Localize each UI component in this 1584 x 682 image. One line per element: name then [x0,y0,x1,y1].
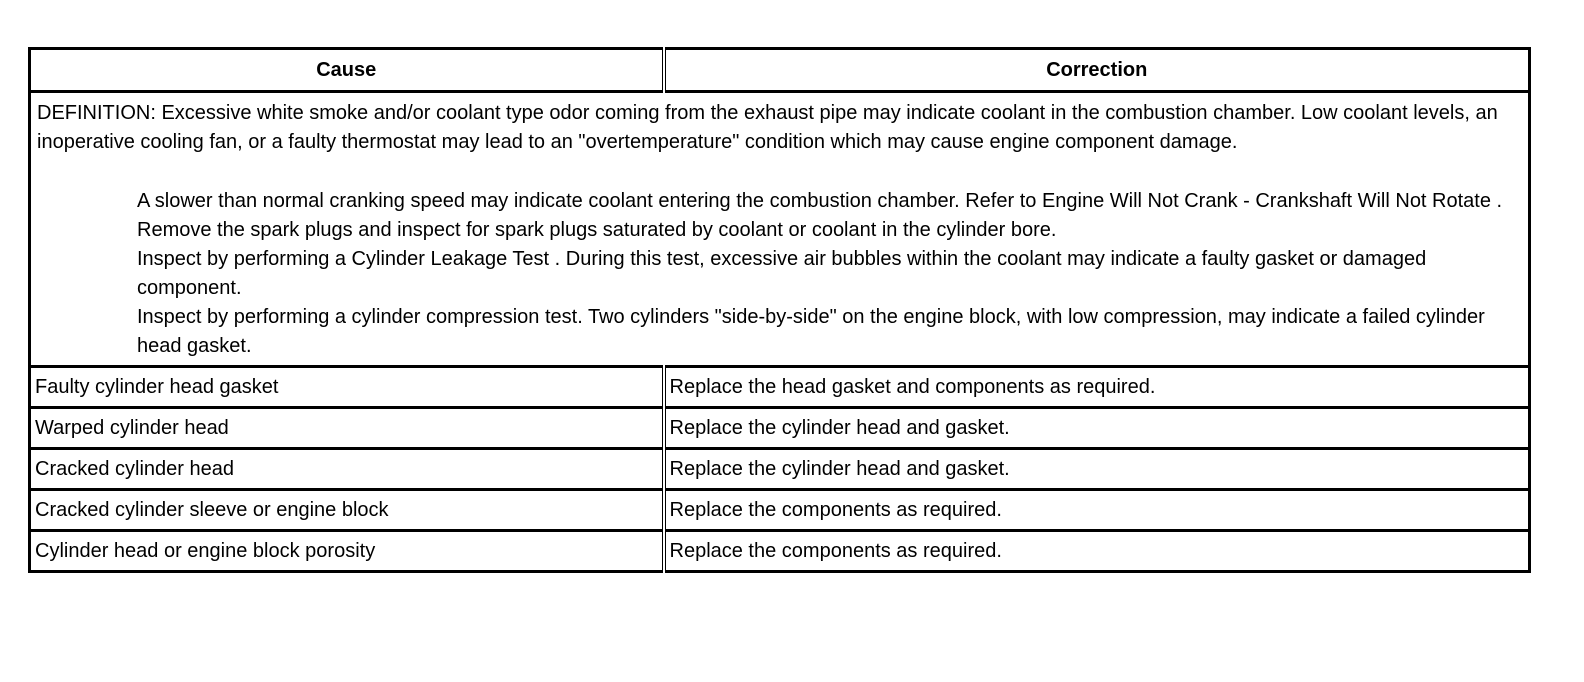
cause-cell: Cylinder head or engine block porosity [30,531,664,572]
diagnostic-steps-list [37,187,1522,361]
diagnosis-table [28,47,1531,573]
table-row [30,531,1530,572]
table-row [30,449,1530,490]
cause-cell: Faulty cylinder head gasket [30,367,664,408]
correction-cell: Replace the cylinder head and gasket. [664,449,1530,490]
correction-cell: Replace the components as required. [669,539,1002,562]
cause-cell: Cracked cylinder sleeve or engine block [30,490,664,531]
table-row [30,367,1530,408]
correction-cell: Replace the cylinder head and gasket. [664,408,1530,449]
table-row [30,490,1530,531]
diagnostic-step: A slower than normal cranking speed may indicate coolant entering the combustion chamber. Refer to Engine Will Not Crank - Crankshaft Will Not Rotate . [137,190,1503,212]
diagnostic-step: Remove the spark plugs and inspect for spark plugs saturated by coolant or coolant in the cylinder bore. [137,219,1057,241]
column-header-correction: Correction [664,49,1530,92]
table-header-row [30,49,1530,92]
definition-row [30,92,1530,367]
definition-cell [30,92,1530,367]
correction-cell: Replace the head gasket and components as required. [664,367,1530,408]
cause-cell: Warped cylinder head [30,408,664,449]
cause-cell: Cracked cylinder head [30,449,664,490]
correction-cell: Replace the components as required. [664,490,1530,531]
column-header-cause: Cause [30,49,664,92]
diagnostic-step: Inspect by performing a Cylinder Leakage Test . During this test, excessive air bubbles within the coolant may indicate a faulty gasket or damaged component. [137,248,1427,299]
definition-text: DEFINITION: Excessive white smoke and/or coolant type odor coming from the exhaust pipe may indicate coolant in the combustion chamber. Low coolant levels, an inoperative cooling fan, or a faulty thermostat may lead to an "overtemperature" condition which may cause engine component damage. [37,102,1498,153]
table-row [30,408,1530,449]
diagnostic-step: Inspect by performing a cylinder compression test. Two cylinders "side-by-side" on the engine block, with low compression, may indicate a failed cylinder head gasket. [137,306,1485,357]
